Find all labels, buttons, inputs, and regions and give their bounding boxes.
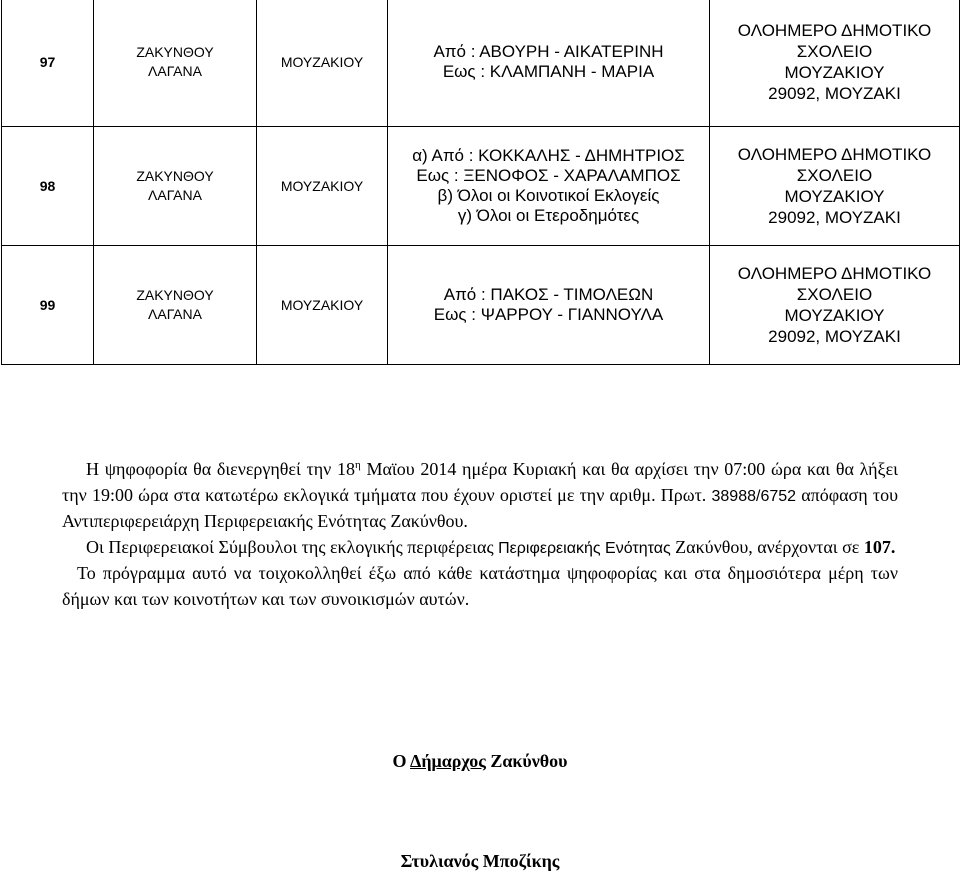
district-cell [94,127,257,246]
station-number: 97 [2,0,94,127]
voter-range-line: Εως : ΨΑΡΡΟΥ - ΓΙΑΝΝΟΥΛΑ [433,305,664,324]
signatory-title-prefix: Ο [392,751,411,771]
regional-unit-text: Περιφερειακής Ενότητας [498,539,671,557]
voter-range-line: α) Από : ΚΟΚΚΑΛΗΣ - ΔΗΜΗΤΡΙΟΣ [412,146,685,165]
station-number: 98 [2,127,94,246]
voting-schedule-paragraph [62,457,898,535]
signatory-title-role: Δήμαρχος [410,751,486,771]
signatory-name: Στυλιανός Μποζίκης [400,851,560,871]
location-line: ΜΟΥΖΑΚΙΟΥ [784,62,885,82]
location-line: 29092, ΜΟΥΖΑΚΙ [768,83,901,103]
voter-range-line: Εως : ΚΛΑΜΠΑΝΗ - ΜΑΡΙΑ [442,61,655,81]
voter-range-line: β) Όλοι οι Κοινοτικοί Εκλογείς [437,186,660,205]
voter-range-cell [388,0,710,127]
voter-range-line: Εως : ΞΕΝΟΦΟΣ - ΧΑΡΑΛΑΜΠΟΣ [416,166,681,185]
councillors-text: Οι Περιφερειακοί Σύμβουλοι της εκλογικής περιφέρειας [86,536,499,557]
location-line: ΜΟΥΖΑΚΙΟΥ [784,306,885,325]
schedule-text: Η ψηφοφορία θα διενεργηθεί την 18 [86,459,355,479]
schedule-text: Μαϊου 2014 ημέρα Κυριακή και θα αρχίσει την 07:00 ώρα και θα λήξει την 19:00 ώρα στα κατωτέρω εκλογικά τμήματα που έχουν οριστεί με την αριθμ. Πρωτ. [62,459,898,505]
councillors-text: Ζακύνθου, ανέρχονται σε [670,536,864,557]
location-cell [710,246,960,365]
table-row [2,0,960,127]
location-line: ΣΧΟΛΕΙΟ [796,285,873,304]
district-line: ΖΑΚΥΝΘΟΥ [136,287,214,303]
municipal-unit: ΜΟΥΖΑΚΙΟΥ [257,246,388,365]
table-row [2,246,960,365]
location-line: 29092, ΜΟΥΖΑΚΙ [768,208,901,227]
signatory-title [0,751,960,772]
voter-range-line: Από : ΑΒΟΥΡΗ - ΑΙΚΑΤΕΡΙΝΗ [433,41,664,61]
location-line: ΟΛΟΗΜΕΡΟ ΔΗΜΟΤΙΚΟ [737,145,932,164]
station-number: 99 [2,246,94,365]
table-row [2,127,960,246]
decision-reference: 38988/6752 [711,487,797,505]
ordinal-superscript: η [355,459,361,471]
district-line: ΖΑΚΥΝΘΟΥ [136,43,214,60]
voter-range-line: Από : ΠΑΚΟΣ - ΤΙΜΟΛΕΩΝ [443,285,654,304]
schedule-text: απόφαση του Αντιπεριφερειάρχη Περιφερειακής Ενότητας Ζακύνθου. [62,484,898,531]
location-line: ΟΛΟΗΜΕΡΟ ΔΗΜΟΤΙΚΟ [737,264,932,283]
location-line: ΣΧΟΛΕΙΟ [796,166,873,185]
polling-stations-table [1,0,960,365]
posting-instruction-paragraph: Το πρόγραμμα αυτό να τοιχοκολληθεί έξω από κάθε κατάστημα ψηφοφορίας και στα δημοσιότερα μέρη των δήμων και των κοινοτήτων και των συνοικισμών αυτών. [62,563,898,609]
district-line: ΛΑΓΑΝΑ [148,62,202,79]
signatory-title-suffix: Ζακύνθου [485,751,568,771]
voter-range-cell [388,246,710,365]
councillors-count: 107. [863,536,896,557]
municipal-unit: ΜΟΥΖΑΚΙΟΥ [257,0,388,127]
location-cell [710,127,960,246]
district-cell [94,246,257,365]
district-cell [94,0,257,127]
location-cell [710,0,960,127]
district-line: ΛΑΓΑΝΑ [148,187,202,203]
location-line: ΜΟΥΖΑΚΙΟΥ [784,187,885,206]
location-line: ΣΧΟΛΕΙΟ [796,41,873,61]
location-line: 29092, ΜΟΥΖΑΚΙ [768,327,901,346]
voter-range-line: γ) Όλοι οι Ετεροδημότες [457,206,640,225]
district-line: ΛΑΓΑΝΑ [148,306,202,322]
district-line: ΖΑΚΥΝΘΟΥ [136,168,214,184]
election-notice [62,457,898,612]
location-line: ΟΛΟΗΜΕΡΟ ΔΗΜΟΤΙΚΟ [737,20,932,40]
voter-range-cell [388,127,710,246]
councillors-paragraph [62,535,898,562]
municipal-unit: ΜΟΥΖΑΚΙΟΥ [257,127,388,246]
